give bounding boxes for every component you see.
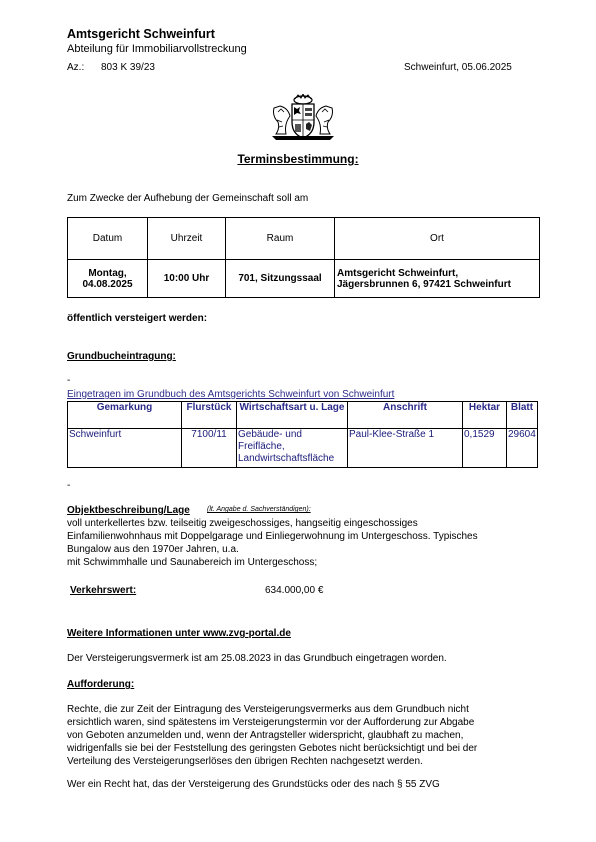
market-value: 634.000,00 €: [265, 585, 324, 596]
art-line-2: Freifläche,: [238, 441, 285, 452]
cell-flurstueck: 7100/11: [182, 429, 237, 468]
market-value-label: Verkehrswert:: [70, 585, 137, 596]
auction-statement: öffentlich versteigert werden:: [67, 313, 208, 324]
header-anschrift: Anschrift: [348, 402, 463, 429]
request-line: von Geboten anzumelden und, wenn der Antragsteller widerspricht, glaubhaft zu machen,: [67, 730, 464, 741]
header-date: Datum: [68, 218, 148, 260]
land-register-header-row: [68, 402, 538, 429]
art-line-1: Gebäude- und: [238, 429, 302, 440]
object-description-line: voll unterkellertes bzw. teilseitig zweigeschossiges, hangseitig eingeschossiges: [67, 518, 418, 529]
object-description-line: Einfamilienwohnhaus mit Doppelgarage und Einliegerwohnung im Untergeschoss. Typisches: [67, 531, 478, 542]
place-date: Schweinfurt, 05.06.2025: [404, 62, 512, 73]
court-name: Amtsgericht Schweinfurt: [67, 27, 215, 41]
request-line: Rechte, die zur Zeit der Eintragung des Versteigerungsvermerks aus dem Grundbuch nicht: [67, 704, 469, 715]
document-title: Terminsbestimmung:: [237, 152, 359, 166]
appointment-table: [67, 217, 540, 298]
rights-holder-line: Wer ein Recht hat, das der Versteigerung des Grundstücks oder des nach § 55 ZVG: [67, 779, 440, 790]
cell-blatt: 29604: [507, 429, 538, 468]
land-register-table: [67, 401, 538, 468]
art-line-3: Landwirtschaftsfläche: [238, 453, 335, 464]
file-number: 803 K 39/23: [101, 62, 155, 73]
appointment-header-row: [68, 218, 540, 260]
cell-gemarkung: Schweinfurt: [68, 429, 182, 468]
land-register-line: Eingetragen im Grundbuch des Amtsgerichts Schweinfurt von Schweinfurt: [67, 389, 395, 400]
header-hektar: Hektar: [463, 402, 507, 429]
header-room: Raum: [226, 218, 335, 260]
land-register-heading: Grundbucheintragung:: [67, 351, 176, 362]
cell-hektar: 0,1529: [463, 429, 507, 468]
registration-note: Der Versteigerungsvermerk ist am 25.08.2023 in das Grundbuch eingetragen worden.: [67, 653, 447, 664]
department-name: Abteilung für Immobiliarvollstreckung: [67, 43, 247, 55]
object-description-line: mit Schwimmhalle und Saunabereich im Untergeschoss;: [67, 557, 318, 568]
request-line: Verteilung des Versteigerungserlöses den übrigen Rechten nachgesetzt werden.: [67, 756, 423, 767]
more-info-link[interactable]: Weitere Informationen unter www.zvg-portal.de: [67, 628, 291, 639]
header-time: Uhrzeit: [148, 218, 226, 260]
cell-wirtschaftsart: [237, 429, 348, 468]
request-heading: Aufforderung:: [67, 679, 135, 690]
appointment-date: [68, 260, 148, 298]
file-number-label: Az.:: [67, 62, 85, 73]
header-wirtschaftsart: Wirtschaftsart u. Lage: [237, 402, 348, 429]
land-register-row: [68, 429, 538, 468]
object-description-heading: Objektbeschreibung/Lage: [67, 505, 190, 516]
appointment-place: [335, 260, 540, 298]
request-line: ersichtlich waren, sind spätestens im Versteigerungstermin vor der Aufforderung zur Abgabe: [67, 717, 475, 728]
intro-text: Zum Zwecke der Aufhebung der Gemeinschaft soll am: [67, 193, 309, 204]
date-value: 04.08.2025: [82, 278, 133, 290]
appointment-value-row: [68, 260, 540, 298]
dash-separator: -: [67, 375, 71, 386]
object-description-note: (lt. Angabe d. Sachverständigen):: [207, 506, 311, 513]
date-weekday: Montag,: [88, 267, 127, 279]
dash-separator: -: [67, 480, 71, 491]
appointment-room: 701, Sitzungssaal: [226, 260, 335, 298]
header-blatt: Blatt: [507, 402, 538, 429]
header-gemarkung: Gemarkung: [68, 402, 182, 429]
cell-anschrift: Paul-Klee-Straße 1: [348, 429, 463, 468]
header-flurstueck: Flurstück: [182, 402, 237, 429]
request-line: widrigenfalls sie bei der Feststellung des geringsten Gebotes nicht berücksichtigt und bei der: [67, 743, 478, 754]
object-description-line: Bungalow aus den 1970er Jahren, u.a.: [67, 544, 239, 555]
bavarian-coat-of-arms-icon: [268, 94, 338, 140]
place-line-1: Amtsgericht Schweinfurt,: [337, 267, 459, 279]
header-place: Ort: [335, 218, 540, 260]
appointment-time: 10:00 Uhr: [148, 260, 226, 298]
place-line-2: Jägersbrunnen 6, 97421 Schweinfurt: [337, 278, 511, 290]
